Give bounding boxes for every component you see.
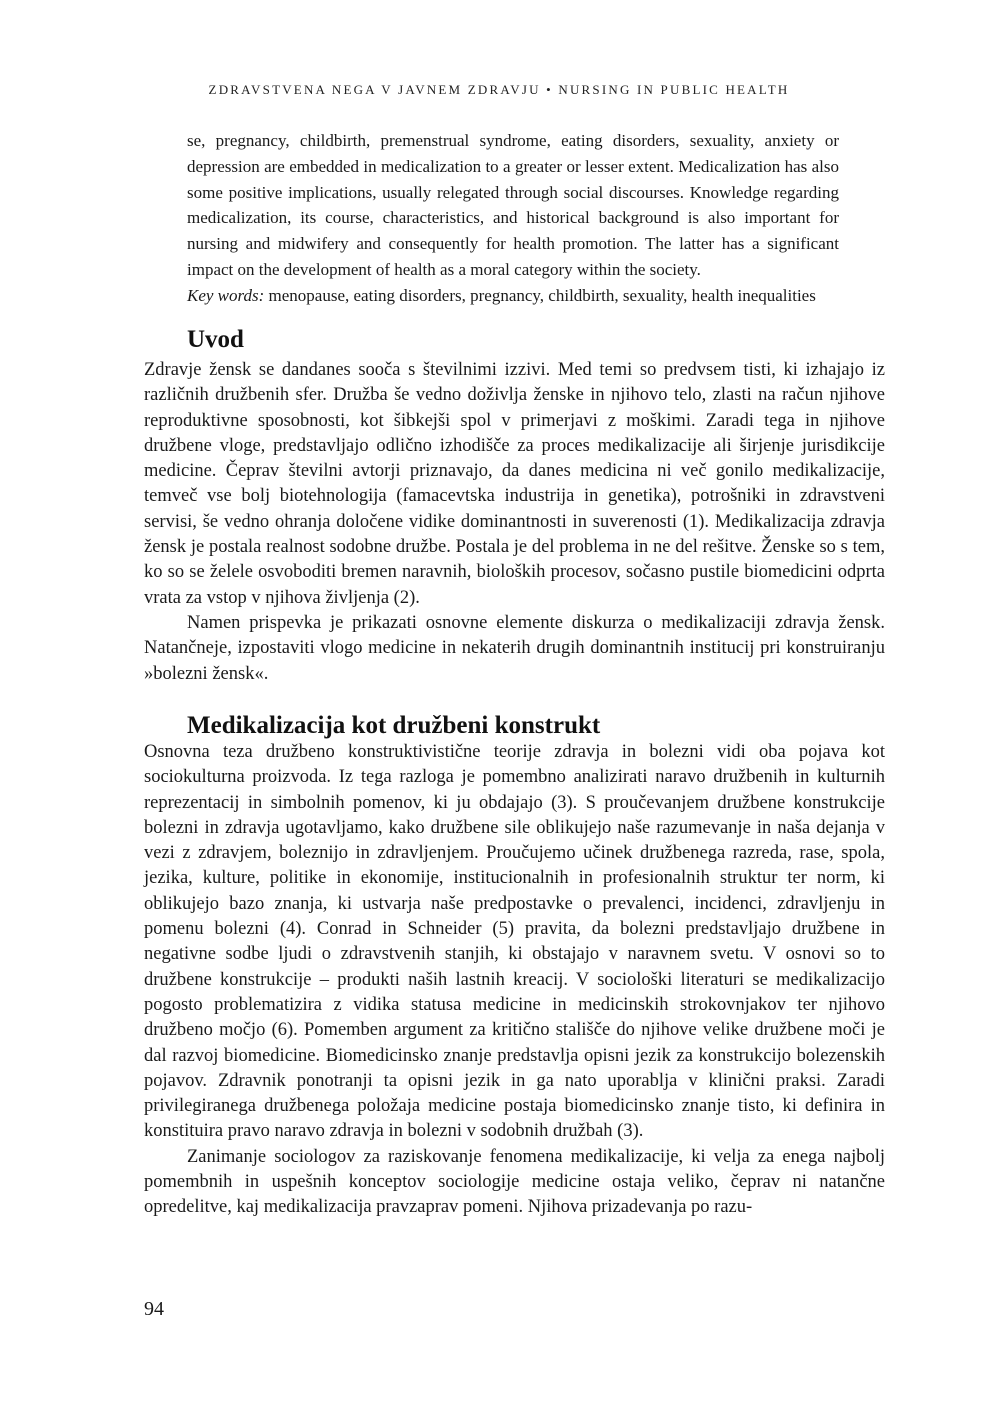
- section-heading-uvod: Uvod: [187, 326, 244, 353]
- paragraph: Zdravje žensk se dandanes sooča s številnimi izzivi. Med temi so predvsem tisti, ki izhajajo iz različnih družbenih sfer. Družba še vedno doživlja ženske in njihovo telo, zlasti na račun njihove reproduktivne sposobnosti, kot šibkejši spol v primerjavi z moškimi. Zaradi tega in njihove družbene vloge, predstavljajo odlično izhodišče za proces medikalizacije ali širjenje jurisdikcije medicine. Čeprav številni avtorji priznavajo, da danes medicina ni več gonilo medikalizacije, temveč vse bolj biotehnologija (famacevtska industrija in genetika), potrošniki in zdravstveni servisi, še vedno ohranja določene vidike dominantnosti in suverenosti (1). Medikalizacija zdravja žensk je postala realnost sodobne družbe. Postala je del problema in ne del rešitve. Ženske so s tem, ko so se želele osvoboditi bremen naravnih, bioloških procesov, sočasno pustile biomedicini odprta vrata za vstop v njihova življenja (2).: [144, 360, 885, 608]
- section-body-uvod: [144, 358, 885, 687]
- paragraph: Zanimanje sociologov za raziskovanje fenomena medikalizacije, ki velja za enega najbolj pomembnih in uspešnih konceptov sociologije medicine ostaja veliko, čeprav ni natančne opredelitve, kaj medikalizacija pravzaprav pomeni. Njihova prizadevanja po razu-: [144, 1146, 885, 1218]
- abstract-text: se, pregnancy, childbirth, premenstrual syndrome, eating disorders, sexuality, anxiety or depression are embedded in medicalization to a greater or lesser extent. Medicalization has also some positive implications, usually relegated through social discourses. Knowledge regarding medicalization, its course, characteristics, and historical background is also important for nursing and midwifery and consequently for health promotion. The latter has a significant impact on the development of health as a moral category within the society.: [187, 131, 839, 279]
- section-heading-medikalizacija: Medikalizacija kot družbeni konstrukt: [187, 712, 601, 739]
- abstract-block: [187, 128, 839, 309]
- page-number: 94: [144, 1298, 164, 1320]
- keywords-line: [187, 283, 839, 309]
- section-body-medikalizacija: [144, 740, 885, 1221]
- keywords-list: menopause, eating disorders, pregnancy, childbirth, sexuality, health inequalities: [264, 285, 816, 305]
- running-head: ZDRAVSTVENA NEGA V JAVNEM ZDRAVJU • NURSING IN PUBLIC HEALTH: [208, 82, 790, 97]
- keywords-label: Key words:: [187, 285, 265, 305]
- paragraph: Namen prispevka je prikazati osnovne elemente diskurza o medikalizaciji zdravja žensk. Natančneje, izpostaviti vlogo medicine in nekaterih drugih dominantnih institucij pri konstruiranju »bolezni žensk«.: [144, 612, 885, 684]
- paragraph: Osnovna teza družbeno konstruktivistične teorije zdravja in bolezni vidi oba pojava kot sociokulturna proizvoda. Iz tega razloga je pomembno analizirati naravo družbenih in kulturnih reprezentacij in simbolnih pomenov, ki ju obdajajo (3). S proučevanjem družbene konstrukcije bolezni in zdravja ugotavljamo, kako družbene sile oblikujejo naše razumevanje in naša dejanja v vezi z zdravjem, boleznijo in zdravljenjem. Proučujemo učinek družbenega razreda, rase, spola, jezika, kulture, politike in ekonomije, institucionalnih in profesionalnih struktur ter norm, ki oblikujejo bazo znanja, ki ustvarja naše predpostavke o prevalenci, incidenci, zdravljenju in pomenu bolezni (4). Conrad in Schneider (5) pravita, da bolezni predstavljajo družbene in negativne sodbe ljudi o zdravstvenih stanjih, ki obstajajo v naravnem svetu. V osnovi so to družbene konstrukcije – produkti naših lastnih kreacij. V sociološki literaturi se medikalizacijo pogosto problematizira z vidika statusa medicine in medicinskih strokovnjakov ter njihovo družbeno močjo (6). Pomemben argument za kritično stališče do njihove velike družbene moči je dal razvoj biomedicine. Biomedicinsko znanje predstavlja opisni jezik za konstrukcijo bolezenskih pojavov. Zdravnik ponotranji ta opisni jezik in ga nato uporablja v klinični praksi. Zaradi privilegiranega družbenega položaja medicine postaja biomedicinsko znanje tisto, ki definira in konstituira pravo naravo zdravja in bolezni v sodobnih družbah (3).: [144, 742, 885, 1142]
